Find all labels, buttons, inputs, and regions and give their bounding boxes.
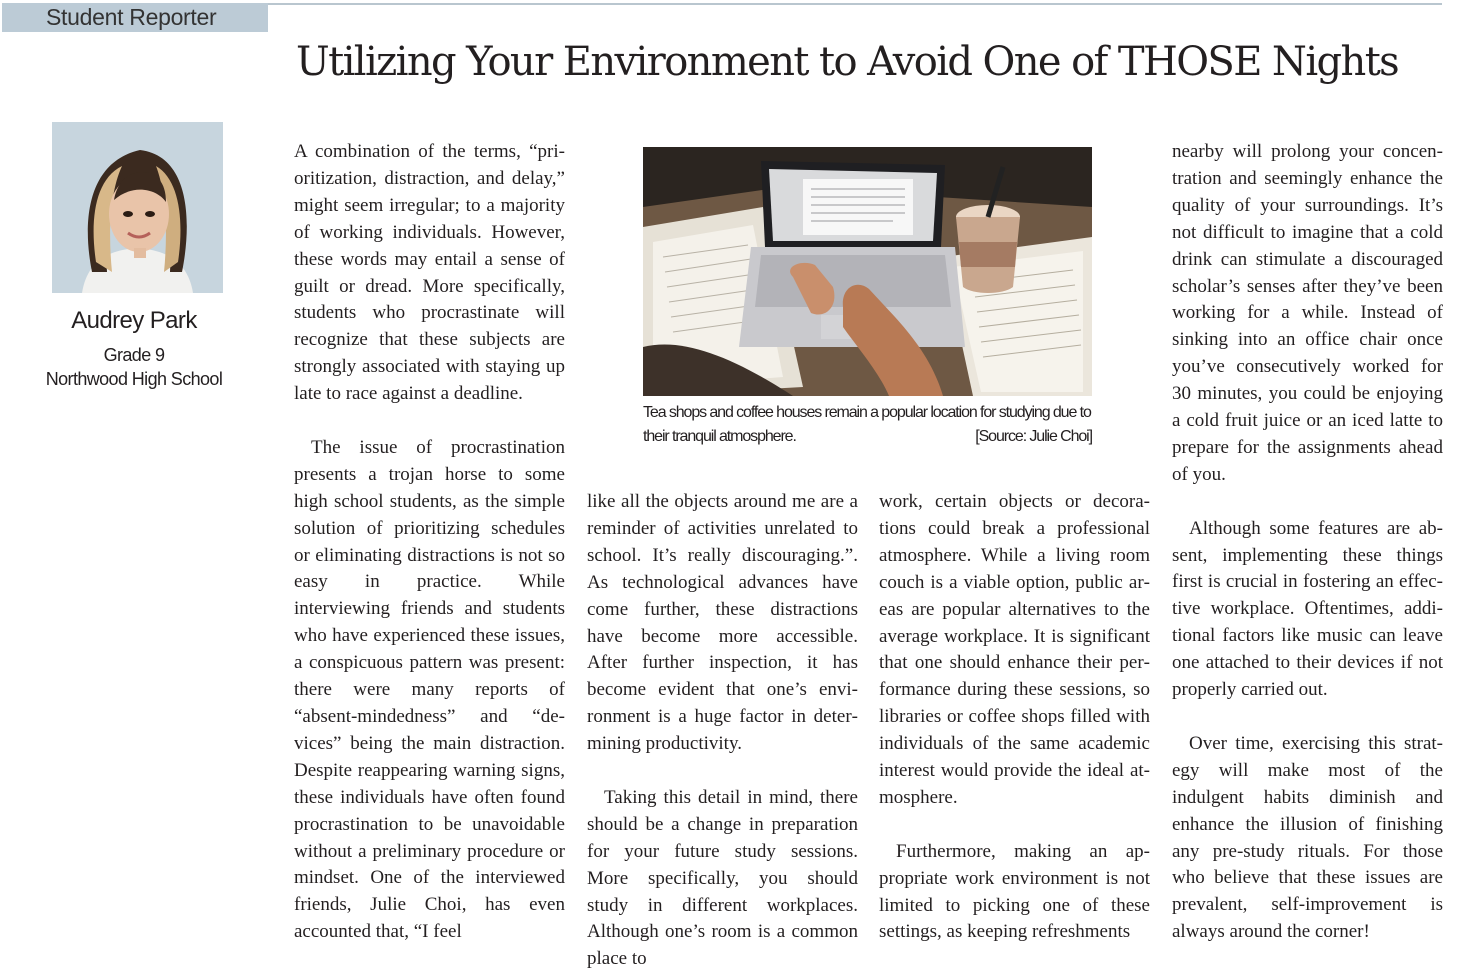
article-paragraph: nearby will prolong your concentration and seemingly enhance the quality of your surroundings. It’s not difficult to imagine that a cold drink can stimulate a discouraged scholar’s senses after they’ve been working for a while. Instead of sinking into an office chair once you’ve consecutively worked for 30 minutes, you could be enjoying a cold fruit juice or an iced latte to prepare for the assignments ahead of you. <box>1172 141 1443 485</box>
article-paragraph: Furthermore, making an appropriate work environment is not limited to picking one of these settings, as keeping refreshments <box>879 840 1150 943</box>
article-photo <box>643 147 1092 396</box>
article-paragraph: Taking this detail in mind, there should be a change in preparation for your future study sessions. More specifically, you should study in different workplaces. Although one’s room is a common place to <box>587 786 858 970</box>
author-name: Audrey Park <box>71 307 197 334</box>
article-column-1 <box>294 139 565 947</box>
article-paragraph: Over time, exercising this strategy will make most of the indulgent habits diminish and enhance the illusion of finishing any pre-study rituals. For those who believe that these issues are prevalent, self-improvement is always around the corner! <box>1172 732 1443 943</box>
author-school: Northwood High School <box>45 369 223 389</box>
article-column-2 <box>587 489 858 970</box>
author-photo <box>52 122 223 293</box>
top-rule <box>268 3 1442 5</box>
headline: Utilizing Your Environment to Avoid One of THOSE Nights <box>296 39 1399 85</box>
article-paragraph: Although some features are absent, implementing these things first is crucial in fostering an effective workplace. Oftentimes, additional factors like music can leave one attached to their devices if not properly carried out. <box>1172 517 1443 701</box>
photo-caption-text: Tea shops and coffee houses remain a popular location for studying due to their tranquil atmosphere. <box>643 404 1091 445</box>
article-paragraph: work, certain objects or decorations could break a professional atmosphere. While a living room couch is a viable option, public areas are popular alternatives to the average workplace. It is significant that one should enhance their performance during these sessions, so libraries or coffee shops filled with individuals of the same academic interest would provide the ideal atmosphere. <box>879 491 1150 808</box>
author-grade: Grade 9 <box>103 345 165 365</box>
article-column-4 <box>1172 139 1443 947</box>
photo-source: [Source: Julie Choi] <box>975 428 1092 445</box>
article-paragraph: like all the objects around me are a reminder of activities unrelated to school. It’s really discouraging.”. As technological advances have come further, these distractions have become more accessible. After further inspection, it has become evident that one’s environment is a huge factor in determining productivity. <box>587 491 858 755</box>
article-column-3 <box>879 489 1150 947</box>
section-label: Student Reporter <box>2 3 268 32</box>
article-paragraph: The issue of procrastination presents a trojan horse to some high school students, as the simple solution of prioritizing schedules or eliminating distractions is not so easy in practice. While interviewing friends and students who have experienced these issues, a conspicuous pattern was present: there were many reports of “absent-mindedness” and “devices” being the main distraction. Despite reappearing warning signs, these individuals have often found procrastination to be unavoidable without a preliminary procedure or mindset. One of the interviewed friends, Julie Choi, has even accounted that, “I feel <box>294 436 565 943</box>
laptop-study-photo <box>643 147 1092 396</box>
article-paragraph: A combination of the terms, “prioritization, distraction, and delay,” might seem irregular; to a majority of working individuals. However, these words may entail a sense of guilt or dread. More specifically, students who procrastinate will recognize that these subjects are strongly associated with staying up late to race against a deadline. <box>294 141 565 405</box>
author-portrait-image <box>52 122 223 293</box>
photo-caption <box>643 401 1092 449</box>
